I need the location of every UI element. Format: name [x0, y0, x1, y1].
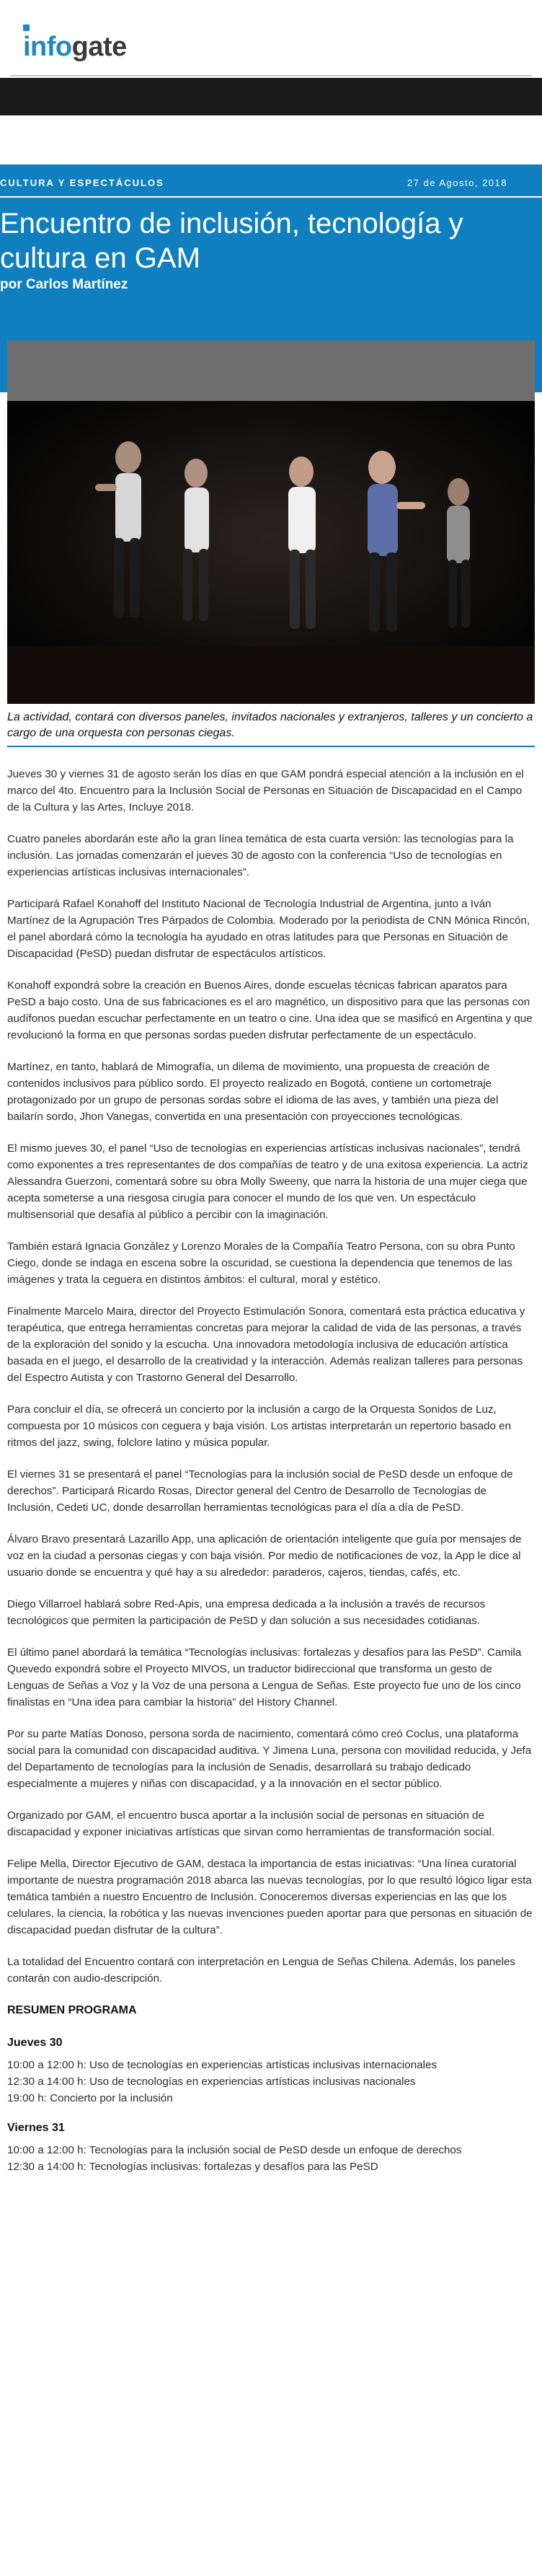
logo-part-info: info: [23, 32, 72, 62]
article-photo: [7, 401, 535, 704]
article-paragraph: Cuatro paneles abordarán este año la gran línea temática de esta cuarta versión: las tecnologías para la inclusión. Las jornadas comenzarán el jueves 30 de agosto con la conferencia “Uso de tecnologías en experiencias artísticas inclusivas internacionales”.: [7, 833, 514, 878]
article-paragraph: Participará Rafael Konahoff del Instituto Nacional de Tecnología Industrial de Argentina, junto a Iván Martínez de la Agrupación Tres Párpados de Colombia. Moderado por la periodista de CNN Mónica Rincón, el panel abordará cómo la tecnología ha ayudado en otras latitudes para que Personas en Situación de Discapacidad (PeSD) puedan disfrutar de espectáculos artísticos.: [7, 898, 530, 960]
article-paragraph: El mismo jueves 30, el panel “Uso de tecnologías en experiencias artísticas inclusivas nacionales”, tendrá como exponentes a tres representantes de dos compañías de teatro y de una exitosa experiencia. La actriz Alessandra Guerzoni, comentará sobre su obra Molly Sweeny, que narra la historia de una mujer ciega que acepta someterse a una riesgosa cirugía para conocer el mundo de los que ven. Un espectáculo multisensorial que desafía al público a percibir con la imaginación.: [7, 1142, 528, 1221]
article-paragraph: Konahoff expondrá sobre la creación en Buenos Aires, donde escuelas técnicas fabrican aparatos para PeSD a bajo costo. Una de sus fabricaciones es el aro magnético, un dispositivo para que las personas con audífonos puedan escuchar perfectamente en un teatro o cine. Una idea que se masificó en Argentina y que revolucionó la forma en que personas sordas pueden disfrutar perfectamente de un espectáculo.: [7, 979, 533, 1041]
photo-caption: La actividad, contará con diversos paneles, invitados nacionales y extranjeros, talleres y un concierto a cargo de una orquesta con personas ciegas.: [7, 711, 533, 739]
program-day-block: [7, 2034, 533, 2107]
article-paragraph: Felipe Mella, Director Ejecutivo de GAM, destaca la importancia de estas iniciativas: “Una línea curatorial importante de nuestra programación 2018 abarca las nuevas tecnologías, por lo que resultó lógico ligar esta temática también a nuestro Encuentro de Inclusión. Conoceremos diversas experiencias en las que los celulares, la ciencia, la robótica y las nuevas invenciones pueden aportar para que personas en situación de discapacidad puedan disfrutar de la cultura”.: [7, 1858, 533, 1936]
article-paragraph: Por su parte Matías Donoso, persona sorda de nacimiento, comentará cómo creó Coclus, una plataforma social para la comunidad con discapacidad auditiva. Y Jimena Luna, persona con movilidad reducida, y Jefa del Departamento de tecnologías para la inclusión de Senadis, desarrollará su trabajo dedicado especialmente a mujeres y niñas con discapacidad, y a la innovación en el sector público.: [7, 1728, 532, 1790]
article-paragraph: Diego Villarroel hablará sobre Red-Apis, una empresa dedicada a la inclusión a través de recursos tecnológicos que permiten la participación de PeSD y dan solución a sus necesidades cotidianas.: [7, 1598, 486, 1627]
program-heading: RESUMEN PROGRAMA: [7, 2004, 137, 2016]
article-body: [7, 766, 533, 2188]
program-day-block: [7, 2120, 533, 2175]
section-label[interactable]: CULTURA Y ESPECTÁCULOS: [0, 177, 164, 188]
program-item: 12:30 a 14:00 h: Tecnologías inclusivas: fortalezas y desafíos para las PeSD: [7, 2161, 378, 2173]
article-title: Encuentro de inclusión, tecnología y cultura en GAM: [0, 208, 463, 274]
program-item: 19:00 h: Concierto por la inclusión: [7, 2092, 173, 2104]
article-paragraph: Finalmente Marcelo Maira, director del Proyecto Estimulación Sonora, comentará esta práctica educativa y terapéutica, que entrega herramientas concretas para mejorar la calidad de vida de las personas, a través de la exploración del sonido y la escucha. Una innovadora metodología inclusiva de educación artística basada en el juego, el desarrollo de la creatividad y la interacción. Además realizan talleres para personas del Espectro Autista y con Trastorno General del Desarrollo.: [7, 1305, 525, 1384]
caption-divider: [7, 746, 535, 747]
site-logo[interactable]: [23, 33, 127, 61]
article-photo-block: [7, 340, 535, 747]
program-item: 10:00 a 12:00 h: Uso de tecnologías en experiencias artísticas inclusivas internacionales: [7, 2059, 437, 2071]
article-paragraph: Álvaro Bravo presentará Lazarillo App, una aplicación de orientación inteligente que guía por mensajes de voz en la ciudad a personas ciegas y con baja visión. Por medio de notificaciones de voz, la App le dice al usuario donde se encuentra y qué hay a su alrededor: paraderos, cajeros, tiendas, cafés, etc.: [7, 1533, 522, 1579]
logo-dot: [23, 25, 30, 31]
program-day: Jueves 30: [7, 2037, 63, 2049]
article-paragraph: Organizado por GAM, el encuentro busca aportar a la inclusión social de personas en situación de discapacidad y exponer iniciativas artísticas que sirvan como herramientas de transformación social.: [7, 1809, 495, 1838]
nav-bar: [0, 78, 542, 115]
logo-part-gate: gate: [71, 32, 127, 62]
photo-top-strip: [7, 340, 535, 401]
article-paragraph: El viernes 31 se presentará el panel “Tecnologías para la inclusión social de PeSD desde un enfoque de derechos”. Participará Ricardo Rosas, Director general del Centro de Desarrollo de Tecnologías de Inclusión, Cedeti UC, donde desarrollan herramientas tecnológicas para el día a día de PeSD.: [7, 1468, 513, 1514]
site-header: [0, 0, 542, 62]
article-paragraph: Martínez, en tanto, hablará de Mimografía, un dilema de movimiento, una propuesta de creación de contenidos inclusivos para público sordo. El proyecto realizado en Bogotá, contiene un cortometraje protagonizado por un grupo de personas sordas sobre el idioma de las aves, y también una pieza del bailarín sordo, Jhon Vanegas, convertida en una presentación con proyecciones tecnológicas.: [7, 1061, 499, 1123]
header-divider: [10, 75, 532, 76]
article-paragraph: También estará Ignacia González y Lorenzo Morales de la Compañía Teatro Persona, con su obra Punto Ciego, donde se indaga en escena sobre la oscuridad, se cuestiona la dependencia que tenemos de las imágenes y trata la ceguera en distintos ámbitos: el cultural, moral y estético.: [7, 1240, 515, 1286]
program-day: Viernes 31: [7, 2122, 65, 2134]
band-divider: [0, 196, 542, 198]
article-paragraph: El último panel abordará la temática “Tecnologías inclusivas: fortalezas y desafíos para las PeSD”. Camila Quevedo expondrá sobre el Proyecto MIVOS, un traductor bidireccional que transforma un gesto de Lenguas de Señas a Voz y la Voz de una persona a Lengua de Señas. Este proyecto fue uno de los cinco finalistas en “Una idea para cambiar la historia” del History Channel.: [7, 1646, 522, 1708]
program-item: 10:00 a 12:00 h: Tecnologías para la inclusión social de PeSD desde un enfoque de derechos: [7, 2144, 462, 2156]
program-item: 12:30 a 14:00 h: Uso de tecnologías en experiencias artísticas inclusivas nacionales: [7, 2076, 416, 2088]
article-paragraph: La totalidad del Encuentro contará con interpretación en Lengua de Señas Chilena. Además, los paneles contarán con audio-descripción.: [7, 1956, 516, 1985]
article-date: 27 de Agosto, 2018: [406, 177, 507, 188]
article-paragraph: Jueves 30 y viernes 31 de agosto serán los días en que GAM pondrá especial atención a la inclusión en el marco del 4to. Encuentro para la Inclusión Social de Personas en Situación de Discapacidad en el Campo de la Cultura y las Artes, Incluye 2018.: [7, 768, 524, 813]
dancers-illustration: [7, 401, 535, 704]
article-paragraph: Para concluir el día, se ofrecerá un concierto por la inclusión a cargo de la Orquesta Sonidos de Luz, compuesta por 10 músicos con ceguera y baja visión. Los artistas interpretarán un repertorio basado en ritmos del jazz, swing, folclore latino y música popular.: [7, 1403, 512, 1449]
article-author: por Carlos Martínez: [0, 277, 128, 292]
